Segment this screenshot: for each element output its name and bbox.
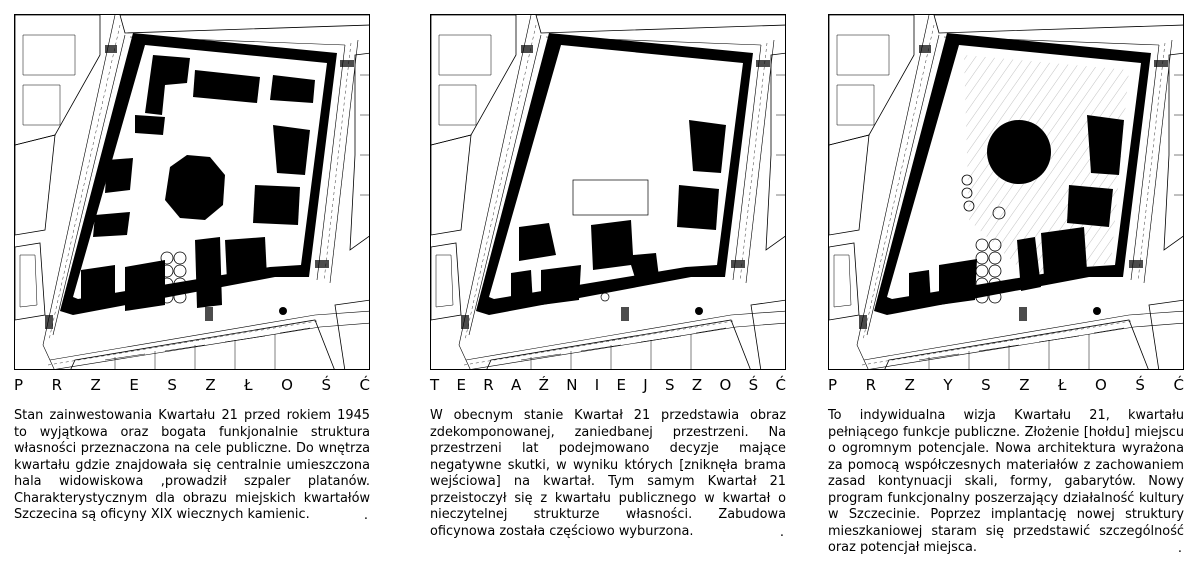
end-mark: . [779, 524, 784, 540]
panel-past [14, 0, 374, 562]
title-letter: S [167, 376, 177, 394]
description-text: W obecnym stanie Kwartał 21 przedstawia obraz zdekomponowanej, zaniedbanej przestrzeni. Na przestrzeni lat podejmowano decyzje mające negatywne skutki, w wyniku których [zniknęła brama wejściowa] na kwartał. Tym samym Kwartał 21 przeistoczył się z kwartału publicznego w kwartał o nieczytelnej strukturze własności. Zabudowa oficynowa została częściowo wyburzona. [430, 408, 786, 539]
site-plan-future-drawing [829, 15, 1184, 370]
end-mark: . [1177, 541, 1182, 556]
title-letter: Z [1019, 376, 1030, 394]
title-letter: R [51, 376, 62, 394]
title-letter: A [511, 376, 522, 394]
panel-description [430, 408, 786, 540]
title-letter: Ł [244, 376, 253, 394]
panel-title [14, 376, 370, 394]
title-letter: Ś [748, 376, 759, 394]
title-letter: P [828, 376, 838, 394]
panel-future [828, 0, 1188, 562]
title-letter: Ć [359, 376, 370, 394]
title-letter: E [616, 376, 626, 394]
panel-present [430, 0, 790, 562]
plan-present [430, 14, 786, 370]
title-letter: Z [691, 376, 703, 394]
title-letter: Z [205, 376, 216, 394]
title-letter: S [665, 376, 675, 394]
title-letter: Ł [1058, 376, 1067, 394]
title-letter: E [456, 376, 466, 394]
title-letter: Y [943, 376, 953, 394]
title-letter: P [14, 376, 24, 394]
title-letter: O [281, 376, 293, 394]
title-letter: I [594, 376, 600, 394]
title-letter: Ź [538, 376, 549, 394]
title-letter: Ś [321, 376, 331, 394]
title-letter: O [1095, 376, 1107, 394]
title-letter: Ś [1135, 376, 1145, 394]
title-letter: Ć [1173, 376, 1184, 394]
title-letter: R [483, 376, 494, 394]
panel-title [828, 376, 1184, 394]
title-letter: N [566, 376, 578, 394]
panel-description [828, 408, 1184, 557]
title-letter: T [430, 376, 440, 394]
description-text: Stan zainwestowania Kwartału 21 przed rokiem 1945 to wyjątkowa oraz bogata funkjonalnie struktura własności przeznaczona na cele publiczne. Do wnętrza kwartału gdzie znajdowała się centralnie umieszczona hala widowiskowa ,prowadził szpaler platanów. Charakterystycznym dla obrazu miejskich kwartałów Szczecina są oficyny XIX wiecznych kamienic. [14, 408, 370, 522]
title-letter: O [719, 376, 732, 394]
end-mark: . [363, 508, 368, 523]
title-letter: Ć [775, 376, 786, 394]
panel-description [14, 408, 370, 524]
title-letter: J [643, 376, 648, 394]
site-plan-present-drawing [431, 15, 786, 370]
title-letter: Z [90, 376, 101, 394]
title-letter: Z [904, 376, 915, 394]
site-plan-past-drawing [15, 15, 370, 370]
description-text: To indywidualna wizja Kwartału 21, kwartału pełniącego funkcje publiczne. Złożenie [hołdu] miejscu o ogromnym potencjale. Nowa architektura wyrażona za pomocą współczesnych materiałów z zachowaniem zasad kontynuacji skali, formy, gabarytów. Nowy program funkcjonalny poszerzający działalność kultury w Szczecinie. Poprzez implantację nowej struktury mieszkaniowej staram się przedstawić szczególność oraz potencjał miejsca. [828, 408, 1184, 555]
title-letter: S [981, 376, 991, 394]
plan-future [828, 14, 1184, 370]
title-letter: R [865, 376, 877, 394]
plan-past [14, 14, 370, 370]
panel-title [430, 376, 786, 394]
title-letter: E [129, 376, 139, 394]
